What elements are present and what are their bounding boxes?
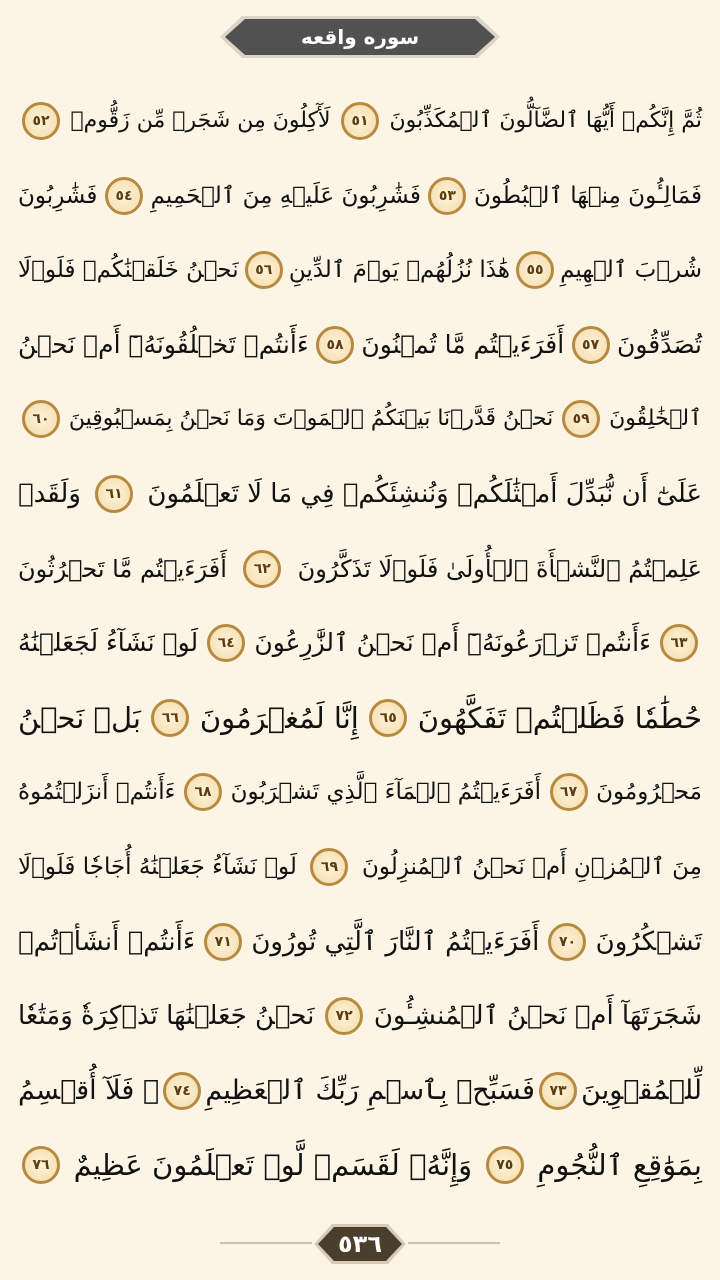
- text-line: [18, 977, 702, 1055]
- text-line: [18, 828, 702, 906]
- ayah-number-marker: ٥٧: [572, 326, 610, 364]
- ayah-number-marker: ٦٢: [243, 550, 281, 588]
- ayah-number-marker: ٦٥: [369, 699, 407, 737]
- surah-title: سوره واقعه: [300, 25, 420, 49]
- verse-text: ٱلۡخَٰلِقُونَ: [609, 406, 702, 432]
- verse-text: أَفَرَءَيۡتُمُ ٱلنَّارَ ٱلَّتِي تُورُونَ: [251, 926, 540, 957]
- verse-text: هَٰذَا نُزُلُهُمۡ يَوۡمَ ٱلدِّينِ: [288, 257, 510, 284]
- verse-text: وَإِنَّهُۥ لَقَسَمٞ لَّوۡ تَعۡلَمُونَ عَظِيمٌ: [73, 1148, 473, 1183]
- verse-text: مَحۡرُومُونَ: [596, 779, 702, 806]
- ayah-number-marker: ٧٤: [163, 1072, 201, 1110]
- verse-text: لَأٓكِلُونَ مِن شَجَرٖ مِّن زَقُّومٖ: [70, 108, 331, 133]
- verse-text: أَفَرَءَيۡتُم مَّا تَحۡرُثُونَ: [18, 554, 227, 583]
- ayah-number-marker: ٦٧: [550, 773, 588, 811]
- verse-text: لَوۡ نَشَآءُ جَعَلۡنَٰهُ أُجَاجٗا فَلَوۡلَا: [18, 854, 297, 880]
- verse-text: ثُمَّ إِنَّكُمۡ أَيُّهَا ٱلضَّآلُّونَ ٱلۡمُكَذِّبُونَ: [389, 108, 702, 133]
- verse-text: مِنَ ٱلۡمُزۡنِ أَمۡ نَحۡنُ ٱلۡمُنزِلُونَ: [361, 854, 702, 880]
- ayah-number-marker: ٧٣: [539, 1072, 577, 1110]
- verse-text: ءَأَنتُمۡ أَنشَأۡتُمۡ: [18, 926, 196, 957]
- verse-text: فَشَٰرِبُونَ عَلَيۡهِ مِنَ ٱلۡحَمِيمِ: [150, 182, 421, 209]
- ayah-number-marker: ٧١: [204, 923, 242, 961]
- verse-text: ءَأَنتُمۡ أَنزَلۡتُمُوهُ: [18, 779, 176, 806]
- text-line: [18, 753, 702, 831]
- text-line: [18, 903, 702, 981]
- ayah-number-marker: ٧٥: [486, 1146, 524, 1184]
- ayah-number-marker: ٧٢: [325, 997, 363, 1035]
- ayah-number-marker: ٦٣: [660, 624, 698, 662]
- verse-text: بَلۡ نَحۡنُ: [18, 700, 141, 735]
- verse-text: ءَأَنتُمۡ تَزۡرَعُونَهُۥٓ أَمۡ نَحۡنُ ٱلزَّٰرِعُونَ: [254, 628, 651, 658]
- ayah-number-marker: ٥٢: [22, 102, 60, 140]
- verse-text: نَحۡنُ جَعَلۡنَٰهَا تَذۡكِرَةٗ وَمَتَٰعٗا: [18, 1001, 315, 1032]
- ayah-number-marker: ٥٩: [562, 400, 600, 438]
- verse-text: فَمَالِـُٔونَ مِنۡهَا ٱلۡبُطُونَ: [474, 182, 702, 209]
- verse-text: ۞ فَلَآ أُقۡسِمُ: [18, 1074, 160, 1106]
- verse-text: لِّلۡمُقۡوِينَ: [581, 1074, 702, 1106]
- page-number: ٥٣٦: [338, 1230, 382, 1258]
- ayah-number-marker: ٦٩: [310, 848, 348, 886]
- page-number-badge: [312, 1222, 408, 1266]
- text-line: [18, 306, 702, 384]
- ayah-number-marker: ٦٠: [22, 400, 60, 438]
- surah-header: [218, 14, 502, 60]
- verse-text: شَجَرَتَهَآ أَمۡ نَحۡنُ ٱلۡمُنشِـُٔونَ: [373, 1001, 702, 1032]
- verse-text: لَوۡ نَشَآءُ لَجَعَلۡنَٰهُ: [18, 628, 199, 658]
- verse-text: تُصَدِّقُونَ: [617, 329, 702, 359]
- text-line: [18, 157, 702, 235]
- ayah-number-marker: ٦٤: [207, 624, 245, 662]
- verse-text: ءَأَنتُمۡ تَخۡلُقُونَهُۥٓ أَمۡ نَحۡنُ: [18, 329, 309, 359]
- ayah-number-marker: ٥٦: [245, 251, 283, 289]
- ayah-number-marker: ٥٥: [516, 251, 554, 289]
- verse-text: نَحۡنُ قَدَّرۡنَا بَيۡنَكُمُ ٱلۡمَوۡتَ وَمَا نَحۡنُ بِمَسۡبُوقِينَ: [68, 406, 554, 432]
- footer-divider-right: [408, 1242, 500, 1244]
- verse-text: أَفَرَءَيۡتُم مَّا تُمۡنُونَ: [361, 329, 565, 359]
- verse-text: إِنَّا لَمُغۡرَمُونَ: [199, 700, 359, 735]
- verse-text: تَشۡكُرُونَ: [595, 926, 702, 957]
- verse-text: عَلَىٰٓ أَن نُّبَدِّلَ أَمۡثَٰلَكُمۡ وَنُنشِئَكُمۡ فِي مَا لَا تَعۡلَمُونَ: [147, 479, 702, 509]
- text-line: [18, 82, 702, 160]
- ayah-number-marker: ٥١: [341, 102, 379, 140]
- text-line: [18, 380, 702, 458]
- ayah-number-marker: ٦٦: [151, 699, 189, 737]
- text-line: [18, 604, 702, 682]
- verse-text: فَشَٰرِبُونَ: [18, 182, 98, 209]
- text-line: [18, 455, 702, 533]
- verse-text: عَلِمۡتُمُ ٱلنَّشۡأَةَ ٱلۡأُولَىٰ فَلَوۡلَا تَذَكَّرُونَ: [297, 554, 702, 583]
- text-line: [18, 679, 702, 757]
- verse-text: نَحۡنُ خَلَقۡنَٰكُمۡ فَلَوۡلَا: [18, 257, 239, 284]
- verse-text: فَسَبِّحۡ بِٱسۡمِ رَبِّكَ ٱلۡعَظِيمِ: [205, 1074, 535, 1106]
- ayah-number-marker: ٦١: [95, 475, 133, 513]
- footer-divider-left: [220, 1242, 312, 1244]
- ayah-number-marker: ٧٠: [548, 923, 586, 961]
- verse-text: وَلَقَدۡ: [18, 479, 81, 509]
- text-line: [18, 231, 702, 309]
- ayah-number-marker: ٧٦: [22, 1146, 60, 1184]
- text-line: [18, 1126, 702, 1204]
- text-line: [18, 530, 702, 608]
- verse-text: شُرۡبَ ٱلۡهِيمِ: [560, 257, 702, 284]
- ayah-number-marker: ٥٤: [105, 177, 143, 215]
- verse-text: أَفَرَءَيۡتُمُ ٱلۡمَآءَ ٱلَّذِي تَشۡرَبُونَ: [230, 779, 542, 806]
- text-line: [18, 1052, 702, 1130]
- ayah-number-marker: ٥٨: [316, 326, 354, 364]
- ayah-number-marker: ٥٣: [428, 177, 466, 215]
- verse-text: حُطَٰمٗا فَظَلۡتُمۡ تَفَكَّهُونَ: [417, 700, 702, 735]
- ayah-number-marker: ٦٨: [184, 773, 222, 811]
- quran-page-text: [18, 82, 702, 1202]
- verse-text: بِمَوَٰقِعِ ٱلنُّجُومِ: [537, 1148, 702, 1183]
